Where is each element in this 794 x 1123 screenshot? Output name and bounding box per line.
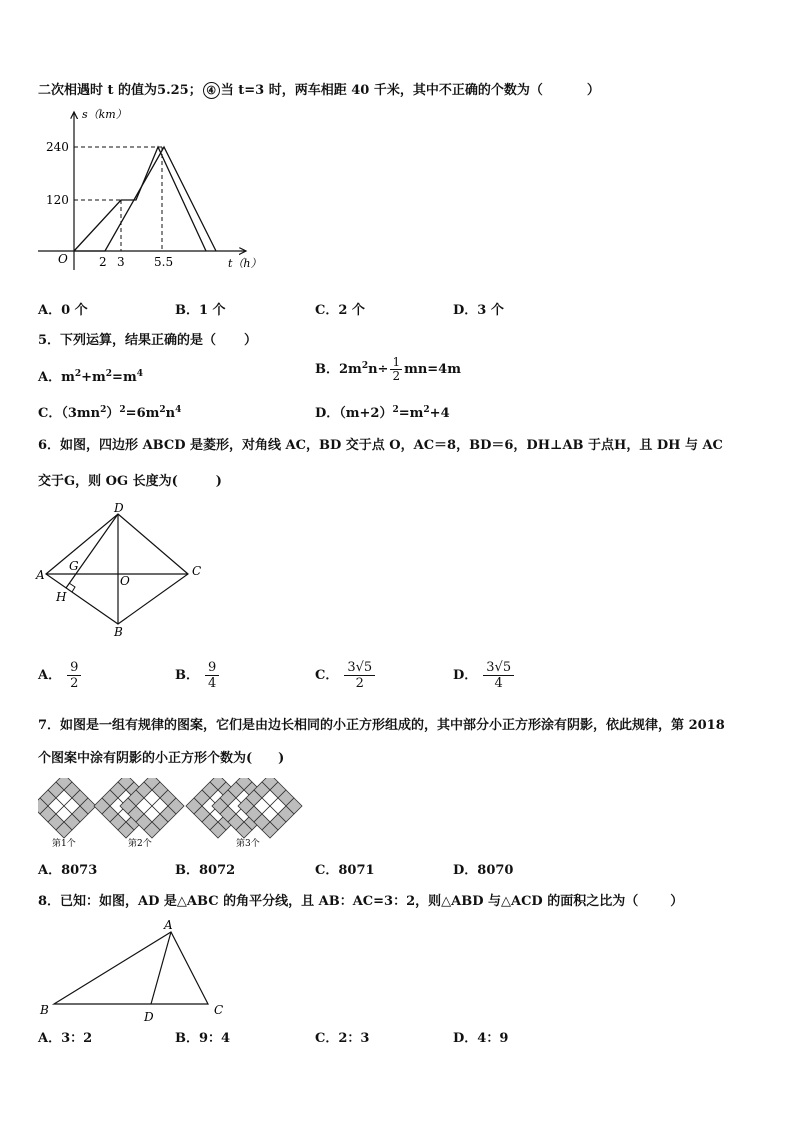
q6-option-c[interactable]: C． $\frac{3√5}{2}$ (315, 660, 375, 691)
q5-option-d[interactable]: D．$(m+2)^2=m^2+4$ (315, 405, 450, 421)
q8-label-d: D (144, 1010, 154, 1024)
q6-rhombus (46, 514, 188, 624)
q6-option-b[interactable]: B． $\frac{9}{4}$ (175, 660, 219, 691)
q6-option-a[interactable]: A． $\frac{9}{2}$ (38, 660, 81, 691)
q6-label-o: O (120, 574, 130, 588)
q5-b-fraction: $\frac{1}{2}$ (392, 355, 401, 383)
q6-a-fraction: $\frac{9}{2}$ (67, 660, 81, 691)
q8-option-a[interactable]: A．3：2 (38, 1031, 93, 1046)
q7-caption-2: 第2个 (128, 839, 152, 849)
q6-rhombus-figure (34, 502, 214, 642)
q6-option-d[interactable]: D． $\frac{3√5}{4}$ (453, 660, 514, 691)
q4-x-tick-3: 3 (117, 255, 125, 269)
q7-caption-1: 第1个 (52, 839, 76, 849)
q8-option-b[interactable]: B．9：4 (175, 1031, 231, 1046)
q8-label-a: A (164, 918, 173, 932)
q6-label-d: D (114, 502, 124, 515)
q4-stem-part2: 当 t=3 时，两车相距 40 千米，其中不正确的个数为（ (220, 83, 543, 98)
q4-close-paren: ） (586, 83, 600, 98)
q6-d-fraction: $\frac{3√5}{4}$ (483, 660, 514, 691)
q4-x-axis-label: t（h） (228, 257, 262, 270)
q4-y-tick-120: 120 (46, 193, 69, 207)
q4-distance-time-graph (36, 100, 276, 275)
q8-triangle-abc (54, 932, 208, 1004)
q7-stem-line1: 7．如图是一组有规律的图案，它们是由边长相同的小正方形组成的，其中部分小正方形涂有阴影，依此规律，第 2018 (38, 718, 725, 733)
q5-option-a[interactable]: A．$m^2+m^2=m^4$ (38, 369, 143, 385)
q4-x-tick-2: 2 (99, 255, 107, 269)
q4-car1-path (74, 147, 206, 251)
q5-close-paren: ） (244, 333, 258, 348)
q7-stem-line2: 个图案中涂有阴影的小正方形个数为( ) (38, 751, 285, 766)
q4-stem-line (38, 82, 600, 100)
q8-option-d[interactable]: D．4：9 (453, 1031, 509, 1046)
q7-pattern-figures (38, 778, 308, 850)
q6-label-g: G (69, 559, 79, 573)
q8-stem: 8．已知：如图，AD 是△ABC 的角平分线，且 AB：AC=3：2，则△ABD 与△ACD 的面积之比为（ ） (38, 894, 684, 909)
q4-option-d[interactable]: D．3 个 (453, 303, 504, 318)
q4-circled-number: ④ (203, 82, 220, 99)
q6-label-a: A (36, 568, 45, 582)
q8-label-b: B (40, 1003, 49, 1017)
q6-label-c: C (192, 564, 202, 578)
q7-option-c[interactable]: C．8071 (315, 863, 375, 878)
q4-option-b[interactable]: B．1 个 (175, 303, 226, 318)
q4-stem-part1: 二次相遇时 t 的值为5.25； (38, 83, 202, 98)
q7-option-b[interactable]: B．8072 (175, 863, 236, 878)
q4-y-tick-240: 240 (46, 140, 69, 154)
q6-stem-line1: 6．如图，四边形 ABCD 是菱形，对角线 AC，BD 交于点 O，AC＝8，BD＝6，DH⊥AB 于点H，且 DH 与 AC (38, 438, 723, 453)
q8-label-c: C (214, 1003, 224, 1017)
q8-option-c[interactable]: C．2：3 (315, 1031, 370, 1046)
q4-car2-path (74, 147, 216, 251)
q4-option-c[interactable]: C．2 个 (315, 303, 365, 318)
q5-stem-text: 5．下列运算，结果正确的是（ (38, 333, 217, 348)
q7-option-a[interactable]: A．8073 (38, 863, 98, 878)
q6-c-fraction: $\frac{3√5}{2}$ (344, 660, 375, 691)
q6-label-b: B (114, 625, 123, 639)
q7-option-d[interactable]: D．8070 (453, 863, 514, 878)
q7-caption-3: 第3个 (236, 839, 260, 849)
q6-label-h: H (56, 590, 67, 604)
q5-stem (38, 332, 257, 350)
q5-option-c[interactable]: C．$(3mn^2)^2=6m^2n^4$ (38, 405, 182, 421)
q4-x-tick-5-5: 5.5 (154, 255, 174, 269)
q5-option-b[interactable]: B．$2m^2n\div$ $\frac{1}{2}$ mn=4m (315, 355, 461, 383)
q6-b-fraction: $\frac{9}{4}$ (205, 660, 219, 691)
q4-origin-label: O (58, 252, 68, 266)
q8-triangle-figure (36, 914, 236, 1026)
q4-option-a[interactable]: A．0 个 (38, 303, 88, 318)
q4-y-axis-label: s（km） (82, 108, 127, 121)
q6-stem-line2: 交于G，则 OG 长度为( ) (38, 474, 222, 489)
